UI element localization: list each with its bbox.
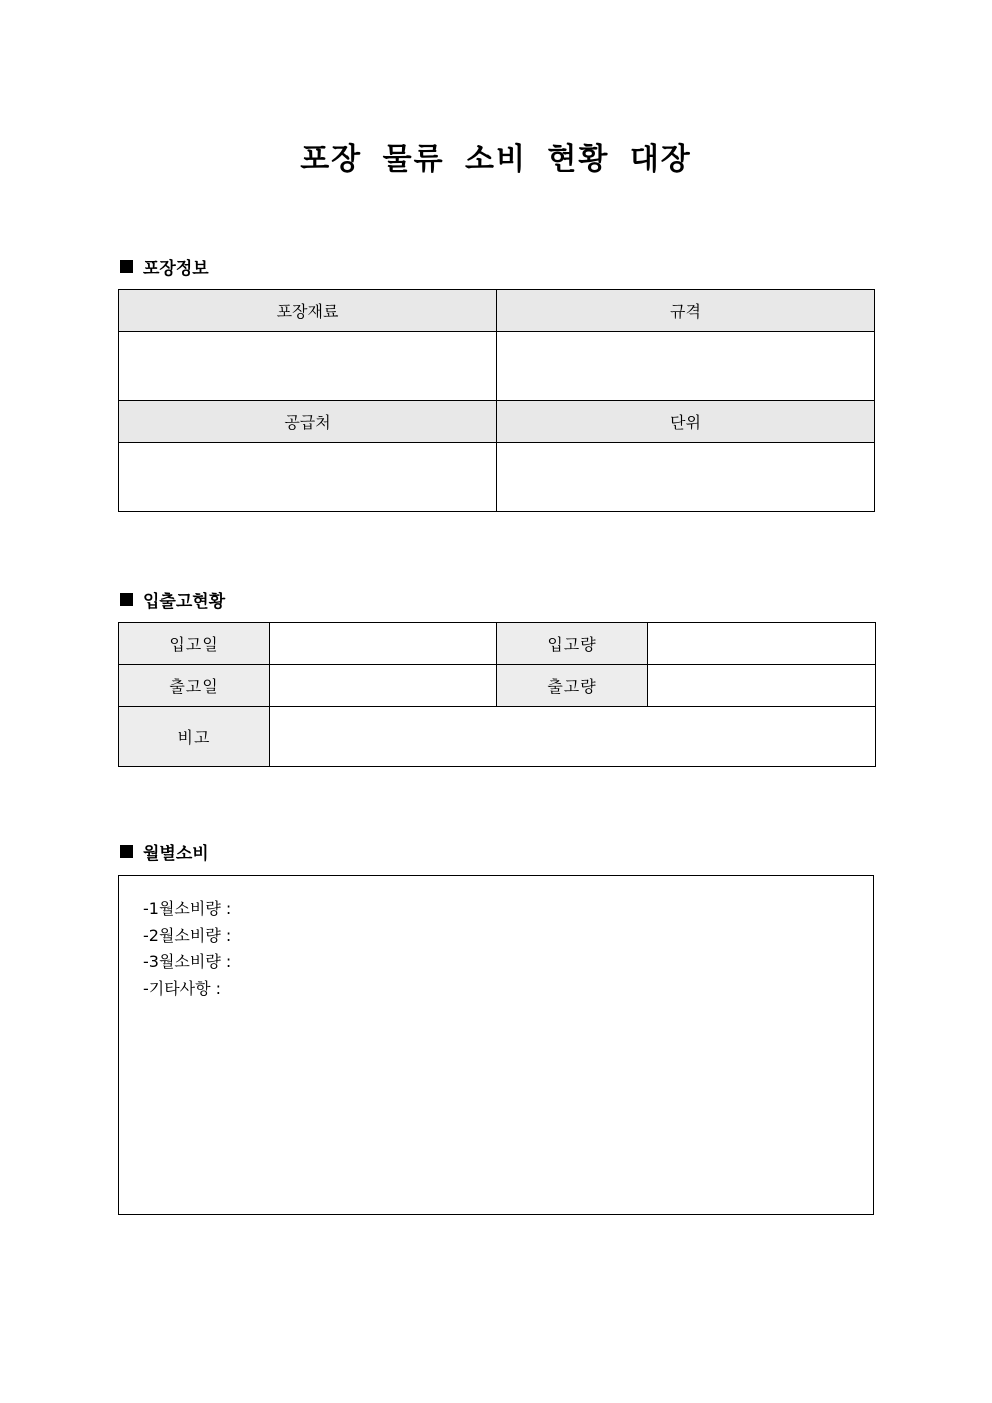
label-out-qty: 출고량 [497, 665, 648, 707]
in-date-field[interactable] [270, 623, 497, 665]
square-bullet-icon [120, 845, 133, 858]
note-field[interactable] [270, 707, 876, 767]
out-qty-field[interactable] [648, 665, 876, 707]
unit-field[interactable] [497, 443, 875, 512]
header-unit: 단위 [497, 401, 875, 443]
section-heading-label: 포장정보 [143, 259, 209, 279]
out-date-field[interactable] [270, 665, 497, 707]
material-field[interactable] [119, 332, 497, 401]
supplier-field[interactable] [119, 443, 497, 512]
header-supplier: 공급처 [119, 401, 497, 443]
spec-field[interactable] [497, 332, 875, 401]
label-in-date: 입고일 [119, 623, 270, 665]
table-header-row [119, 401, 875, 443]
label-out-date: 출고일 [119, 665, 270, 707]
table-row [119, 332, 875, 401]
monthly-consumption-list [143, 896, 231, 1002]
list-item-other-notes: -기타사항 : [143, 978, 222, 998]
section-heading-label: 월별소비 [143, 844, 209, 864]
table-row [119, 443, 875, 512]
header-material: 포장재료 [119, 290, 497, 332]
packaging-info-table [118, 289, 875, 512]
table-header-row [119, 290, 875, 332]
label-note: 비고 [119, 707, 270, 767]
square-bullet-icon [120, 593, 133, 606]
section-heading-monthly-consumption [120, 839, 209, 864]
list-item-month-1: -1월소비량 : [143, 899, 232, 918]
document-title: 포장 물류 소비 현황 대장 [300, 142, 692, 177]
list-item-month-3: -3월소비량 : [143, 952, 232, 971]
in-qty-field[interactable] [648, 623, 876, 665]
table-row [119, 623, 876, 665]
section-heading-label: 입출고현황 [143, 592, 226, 612]
table-row [119, 707, 876, 767]
square-bullet-icon [120, 260, 133, 273]
label-in-qty: 입고량 [497, 623, 648, 665]
section-heading-packaging-info [120, 254, 209, 279]
table-row [119, 665, 876, 707]
inout-status-table [118, 622, 876, 767]
header-spec: 규격 [497, 290, 875, 332]
monthly-consumption-box[interactable] [118, 875, 874, 1215]
section-heading-inout-status [120, 587, 225, 612]
list-item-month-2: -2월소비량 : [143, 925, 232, 945]
